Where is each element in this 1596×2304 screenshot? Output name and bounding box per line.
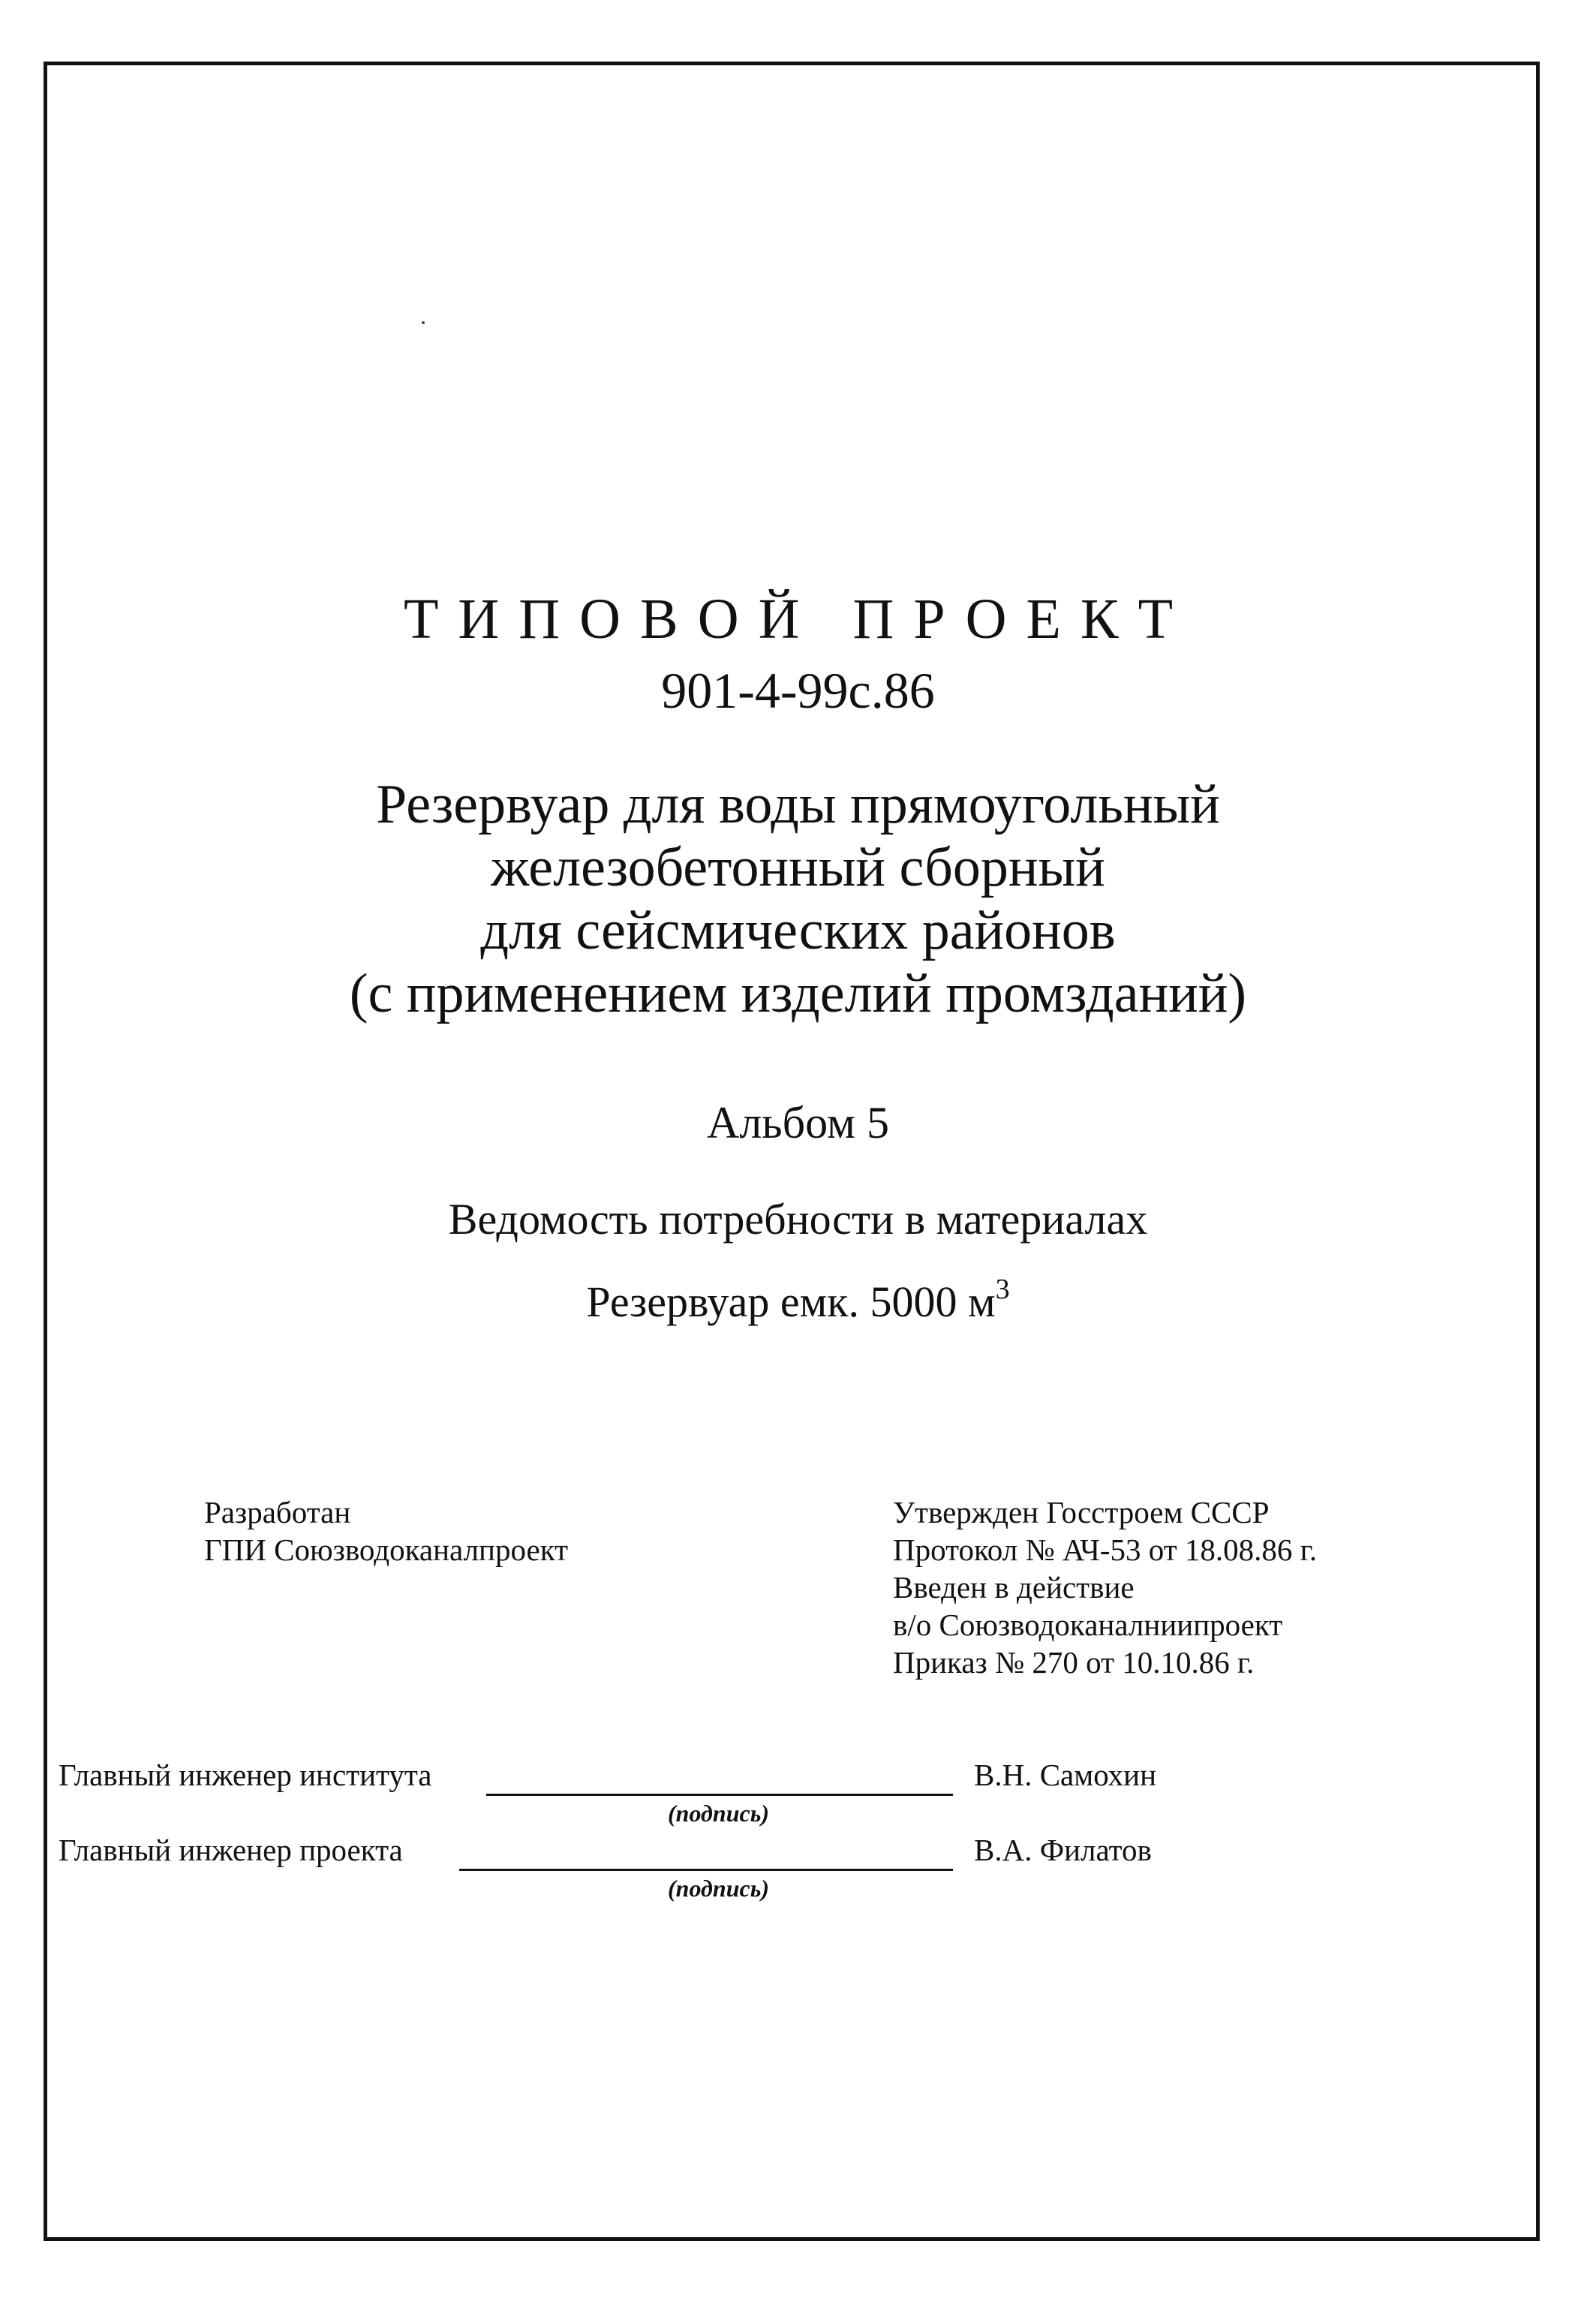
approval-line-1: Утвержден Госстроем СССР [893, 1495, 1270, 1529]
approval-line-4: в/о Союзводоканалниипроект [893, 1608, 1283, 1642]
document-type-heading: ТИПОВОЙ ПРОЕКТ [403, 588, 1193, 651]
signature-role-1: Главный инженер института [59, 1758, 432, 1792]
signature-role-2: Главный инженер проекта [59, 1833, 403, 1867]
signature-name-1: В.Н. Самохин [974, 1758, 1157, 1792]
scan-speck [422, 321, 425, 324]
title-line-2: железобетонный сборный [491, 837, 1105, 898]
document-subject: Ведомость потребности в материалах [448, 1195, 1148, 1244]
signature-caption-2: (подпись) [668, 1875, 769, 1902]
developed-line-1: Разработан [204, 1495, 351, 1529]
page-border-frame [44, 62, 1540, 2241]
capacity-text: Резервуар емк. 5000 м [586, 1277, 996, 1326]
title-line-3: для сейсмических районов [480, 900, 1116, 961]
developed-by-block [204, 1493, 568, 1569]
approval-line-5: Приказ № 270 от 10.10.86 г. [893, 1645, 1255, 1680]
developed-line-2: ГПИ Союзводоканалпроект [204, 1532, 568, 1567]
document-title [0, 773, 1596, 1025]
approval-line-3: Введен в действие [893, 1570, 1135, 1605]
signature-line-1 [486, 1794, 953, 1796]
approval-line-2: Протокол № АЧ-53 от 18.08.86 г. [893, 1532, 1318, 1567]
album-number: Альбом 5 [707, 1098, 889, 1147]
signature-caption-1: (подпись) [668, 1800, 769, 1827]
title-line-4: (с применением изделий промзданий) [349, 963, 1247, 1024]
approval-block [893, 1493, 1317, 1681]
document-number: 901-4-99с.86 [661, 662, 935, 719]
reservoir-capacity [0, 1276, 1596, 1328]
signature-name-2: В.А. Филатов [974, 1833, 1152, 1867]
title-line-1: Резервуар для воды прямоугольный [376, 774, 1220, 835]
signature-line-2 [459, 1869, 953, 1871]
capacity-superscript: 3 [995, 1274, 1010, 1305]
